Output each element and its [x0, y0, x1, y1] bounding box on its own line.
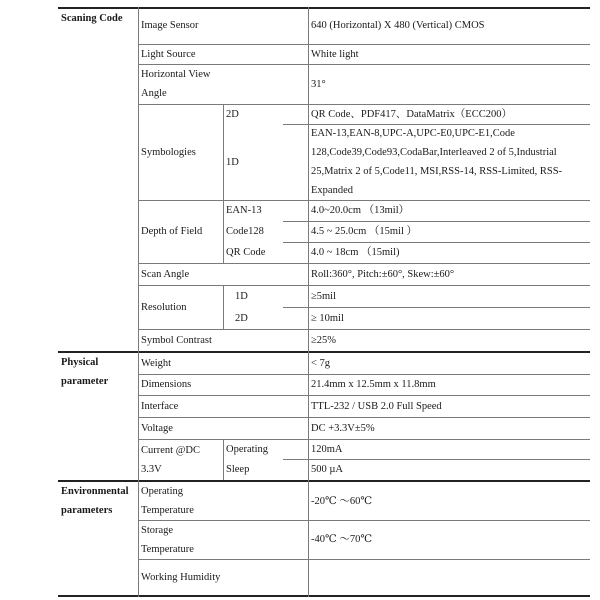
current-sleep-value: 500 µA [311, 464, 344, 475]
section-physical-parameter: Physical parameter [61, 357, 109, 387]
resolution-label: Resolution [141, 301, 187, 313]
depth-code128-label: Code128 [226, 226, 264, 237]
view-angle-value: 31° [311, 78, 326, 90]
depth-ean13-label: EAN-13 [226, 205, 262, 216]
current-label: Current @DC 3.3V [141, 444, 200, 475]
image-sensor-label: Image Sensor [141, 20, 199, 31]
image-sensor-value: 640 (Horizontal) X 480 (Vertical) CMOS [311, 20, 485, 31]
scan-angle-value: Roll:360°, Pitch:±60°, Skew:±60° [311, 268, 455, 280]
storage-temperature-label: Storage Temperature [141, 524, 194, 555]
symbol-contrast-label: Symbol Contrast [141, 334, 212, 346]
resolution-2d-value: ≥ 10mil [311, 312, 344, 324]
specification-table [58, 7, 590, 597]
light-source-label: Light Source [141, 48, 196, 60]
symbologies-1d-label: 1D [226, 156, 239, 168]
dimensions-value: 21.4mm x 12.5mm x 11.8mm [311, 379, 436, 390]
depth-of-field-label: Depth of Field [141, 226, 203, 237]
voltage-value: DC +3.3V±5% [311, 422, 375, 434]
resolution-1d-label: 1D [235, 290, 248, 302]
section-scanning-code: Scaning Code [61, 13, 123, 24]
working-humidity-label: Working Humidity [141, 571, 221, 583]
resolution-1d-value: ≥5mil [311, 290, 337, 302]
current-sleep-label: Sleep [226, 464, 250, 475]
operating-temperature-label: Operating Temperature [141, 486, 194, 516]
view-angle-label: Horizontal View Angle [141, 69, 211, 99]
section-environmental-parameters: Environmental parameters [61, 486, 129, 516]
interface-value: TTL-232 / USB 2.0 Full Speed [311, 400, 442, 412]
depth-qr-value: 4.0 ~ 18cm （15mil) [311, 247, 400, 258]
symbologies-label: Symbologies [141, 146, 196, 158]
dimensions-label: Dimensions [141, 379, 192, 390]
resolution-2d-label: 2D [235, 312, 248, 324]
depth-code128-value: 4.5 ~ 25.0cm （15mil ） [311, 226, 418, 237]
depth-ean13-value: 4.0~20.0cm （13mil） [311, 205, 410, 216]
depth-qr-label: QR Code [226, 247, 266, 258]
storage-temperature-value: -40℃ ～70℃ [311, 534, 373, 545]
weight-label: Weight [141, 358, 172, 369]
operating-temperature-value: -20℃ ～60℃ [311, 495, 373, 507]
weight-value: < 7g [311, 358, 331, 369]
symbologies-2d-label: 2D [226, 108, 239, 120]
current-operating-value: 120mA [311, 443, 343, 455]
interface-label: Interface [141, 400, 179, 412]
symbologies-1d-value: EAN-13,EAN-8,UPC-A,UPC-E0,UPC-E1,Code 128,Code39,Code93,CodaBar,Interleaved 2 of 5,Industrial 25,Matrix 2 of 5,Code11, MSI,RSS-14, RSS-Limited, RSS-Expanded [311, 128, 563, 196]
current-operating-label: Operating [226, 443, 268, 455]
voltage-label: Voltage [141, 422, 173, 434]
scan-angle-label: Scan Angle [141, 268, 190, 280]
light-source-value: White light [311, 48, 359, 60]
symbol-contrast-value: ≥25% [311, 334, 337, 346]
symbologies-2d-value: QR Code、PDF417、DataMatrix（ECC200） [311, 108, 512, 120]
working-humidity-value [308, 559, 590, 595]
